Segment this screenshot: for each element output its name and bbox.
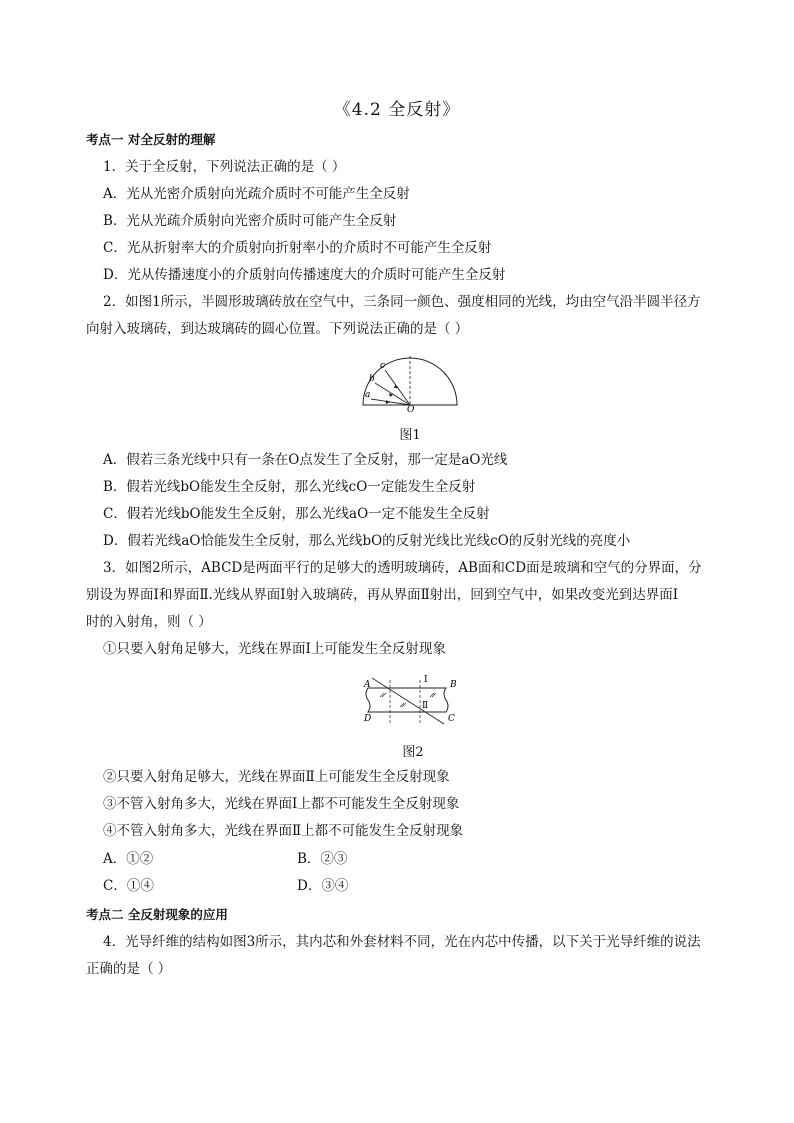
q1-option-d: D．光从传播速度小的介质射向传播速度大的介质时可能产生全反射 [103,267,506,283]
q2-stem-line2: 向射入玻璃砖，到达玻璃砖的圆心位置。下列说法正确的是（ ） [86,321,469,337]
q3-stem-line1: 3．如图2所示，ABCD是两面平行的足够大的透明玻璃砖，AB面和CD面是玻璃和空气的分界面，分 [103,560,702,576]
q3-statement-4: ④不管入射角多大，光线在界面Ⅱ上都不可能发生全反射现象 [103,823,464,839]
q2-stem-line1: 2．如图1所示，半圆形玻璃砖放在空气中，三条同一颜色、强度相同的光线，均由空气沿半圆半径方 [103,294,701,310]
q3-option-a: A．①② [103,851,154,867]
figure-2-glass-slab-diagram [362,666,462,728]
figure-1-label-o: O [407,405,415,412]
figure-2-label-b: B [450,680,457,690]
q3-stem-line2: 别设为界面Ⅰ和界面Ⅱ.光线从界面Ⅰ射入玻璃砖，再从界面Ⅱ射出，回到空气中，如果改变光到达界面Ⅰ [86,587,679,603]
figure-2-label-interface-1: Ⅰ [424,675,428,685]
q3-stem-line3: 时的入射角，则（ ） [86,614,212,630]
figure-1-label-c: c [380,361,386,371]
page-title: 《4.2 全反射》 [333,100,461,120]
q3-statement-2: ②只要入射角足够大，光线在界面Ⅱ上可能发生全反射现象 [103,769,450,785]
q3-statement-1: ①只要入射角足够大，光线在界面Ⅰ上可能发生全反射现象 [103,641,446,657]
figure-2-label-d: D [364,714,372,724]
figure-2-label-c: C [448,714,455,724]
q4-stem-line2: 正确的是（ ） [86,961,172,977]
q3-option-c: C．①④ [103,878,154,894]
q1-option-b: B．光从光疏介质射向光密介质时可能产生全反射 [103,213,397,229]
q1-stem: 1．关于全反射，下列说法正确的是（ ） [103,159,346,175]
figure-2-label-a: A [364,680,371,690]
q2-option-d: D．假若光线aO恰能发生全反射，那么光线bO的反射光线比光线cO的反射光线的亮度小 [103,533,631,549]
q1-option-c: C．光从折射率大的介质射向折射率小的介质时不可能产生全反射 [103,240,492,256]
q1-option-a: A．光从光密介质射向光疏介质时不可能产生全反射 [103,186,410,202]
figure-1-caption: 图1 [399,428,421,443]
q3-option-b: B．②③ [297,851,348,867]
figure-1-label-b: b [369,374,375,384]
q3-option-d: D．③④ [297,878,349,894]
q2-option-c: C．假若光线bO能发生全反射，那么光线aO一定不能发生全反射 [103,506,490,522]
section-heading-1: 考点一 对全反射的理解 [86,132,216,147]
figure-2-label-interface-2: Ⅱ [422,701,429,711]
q4-stem-line1: 4．光导纤维的结构如图3所示，其内芯和外套材料不同，光在内芯中传播，以下关于光导纤维的说法 [103,934,701,950]
q3-statement-3: ③不管入射角多大，光线在界面Ⅰ上都不可能发生全反射现象 [103,796,460,812]
section-heading-2: 考点二 全反射现象的应用 [86,907,228,922]
q2-option-a: A．假若三条光线中只有一条在O点发生了全反射，那一定是aO光线 [103,452,508,468]
q2-option-b: B．假若光线bO能发生全反射，那么光线cO一定能发生全反射 [103,479,476,495]
figure-1-semicircle-diagram [355,350,465,412]
figure-1-label-a: a [365,390,371,400]
figure-2-caption: 图2 [402,745,424,760]
